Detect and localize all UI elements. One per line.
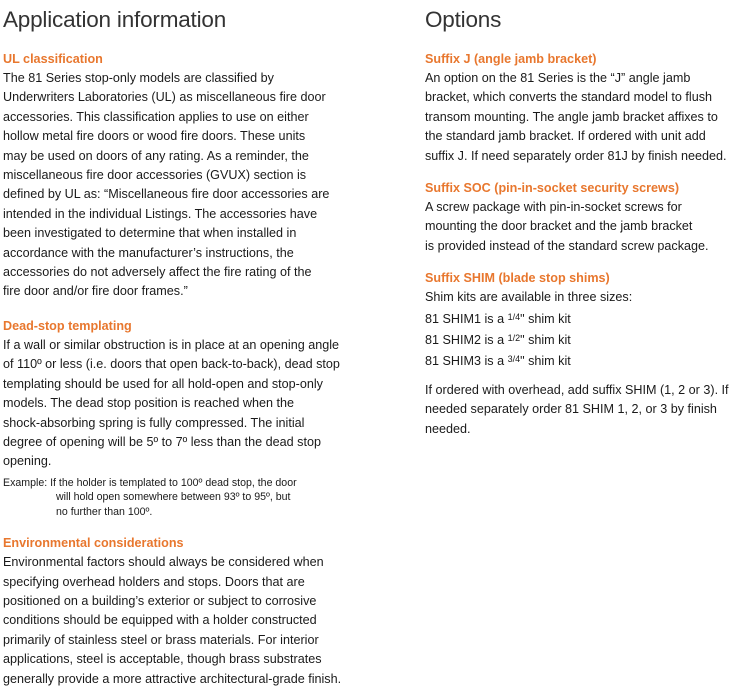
kit-prefix: 81 SHIM2 is a: [425, 333, 508, 348]
text-line: shock-absorbing spring is fully compressed. The initial: [3, 415, 305, 430]
ul-classification-heading: UL classification: [3, 52, 103, 66]
text-line: accessories. This classification applies to use on either: [3, 109, 309, 124]
text-line: needed.: [425, 421, 471, 436]
text-line: A screw package with pin-in-socket screws for: [425, 200, 682, 215]
text-line: transom mounting. The angle jamb bracket affixes to: [425, 109, 718, 124]
text-line: positioned on a building’s exterior or subject to corrosive: [3, 594, 317, 609]
text-line: conditions should be equipped with a holder constructed: [3, 613, 317, 628]
dead-stop-section: [3, 317, 367, 519]
kit-prefix: 81 SHIM1 is a: [425, 311, 508, 326]
kit-fraction: 1/4: [507, 311, 521, 322]
suffix-soc-section: [425, 179, 741, 256]
kit-fraction: 1/2: [507, 333, 521, 344]
text-line: degree of opening will be 5º to 7º less than the dead stop: [3, 434, 321, 449]
text-line: accordance with the manufacturer’s instructions, the: [3, 245, 294, 260]
suffix-soc-text: [425, 198, 741, 256]
text-line: mounting the door bracket and the jamb bracket: [425, 219, 693, 234]
application-information-title: Application information: [3, 7, 227, 32]
text-line: opening.: [3, 454, 52, 469]
suffix-shim-heading: Suffix SHIM (blade stop shims): [425, 271, 610, 286]
suffix-soc-heading: Suffix SOC (pin-in-socket security screws): [425, 181, 680, 196]
kit-suffix: " shim kit: [520, 333, 571, 348]
suffix-j-heading: Suffix J (angle jamb bracket): [425, 52, 597, 66]
text-line: accessories do not adversely affect the fire rating of the: [3, 265, 312, 280]
text-line: the standard jamb bracket. If ordered with unit add: [425, 129, 706, 144]
text-line: models. The dead stop position is reached when the: [3, 396, 295, 411]
text-line: needed separately order 81 SHIM 1, 2, or 3 by finish: [425, 402, 717, 417]
environmental-section: [3, 534, 367, 689]
kit-fraction: 3/4: [507, 354, 521, 365]
suffix-j-text: [425, 69, 741, 166]
text-line: intended in the individual Listings. The accessories have: [3, 206, 318, 221]
text-line: miscellaneous fire door accessories (GVUX) section is: [3, 168, 307, 183]
example-line: Example: If the holder is templated to 100º dead stop, the door: [3, 476, 297, 489]
suffix-shim-note: [425, 381, 741, 439]
dead-stop-heading: Dead-stop templating: [3, 318, 132, 333]
text-line: defined by UL as: “Miscellaneous fire door accessories are: [3, 187, 330, 202]
text-line: fire door and/or fire door frames.”: [3, 284, 188, 299]
text-line: is provided instead of the standard screw package.: [425, 238, 709, 253]
text-line: may be used on doors of any rating. As a reminder, the: [3, 148, 309, 163]
options-title: Options: [425, 7, 502, 32]
dead-stop-example: [3, 476, 367, 520]
ul-classification-text: [3, 69, 367, 302]
example-line: no further than 100º.: [56, 505, 153, 518]
text-line: specifying overhead holders and stops. Doors that are: [3, 574, 305, 589]
text-line: bracket, which converts the standard model to flush: [425, 90, 713, 105]
ul-classification-section: [3, 50, 367, 302]
text-line: If ordered with overhead, add suffix SHIM (1, 2 or 3). If: [425, 382, 729, 397]
suffix-j-section: [425, 50, 741, 166]
text-line: of 110º or less (i.e. doors that open back-to-back), dead stop: [3, 357, 340, 372]
kit-suffix: " shim kit: [520, 311, 571, 326]
example-line: will hold open somewhere between 93º to 95º, but: [56, 491, 291, 504]
text-line: applications, steel is acceptable, though brass substrates: [3, 652, 322, 667]
shim-kit-1: [425, 308, 741, 329]
dead-stop-text: [3, 336, 367, 472]
text-line: primarily of stainless steel or brass materials. For interior: [3, 632, 319, 647]
text-line: templating should be used for all hold-open and stop-only: [3, 376, 323, 391]
text-line: hollow metal fire doors or wood fire doors. These units: [3, 129, 306, 144]
environmental-text: [3, 553, 367, 689]
kit-suffix: " shim kit: [520, 354, 571, 369]
text-line: The 81 Series stop-only models are classified by: [3, 71, 274, 85]
text-line: been investigated to determine that when installed in: [3, 226, 297, 241]
application-information-column: [3, 0, 367, 689]
kit-prefix: 81 SHIM3 is a: [425, 354, 508, 369]
suffix-shim-list: [425, 288, 741, 372]
shim-kit-2: [425, 329, 741, 350]
shim-kit-3: [425, 350, 741, 371]
shim-intro: Shim kits are available in three sizes:: [425, 290, 633, 305]
environmental-heading: Environmental considerations: [3, 536, 184, 551]
text-line: Environmental factors should always be considered when: [3, 555, 324, 570]
text-line: generally provide a more attractive architectural-grade finish.: [3, 671, 342, 686]
text-line: An option on the 81 Series is the “J” angle jamb: [425, 71, 691, 85]
suffix-shim-section: [425, 269, 741, 439]
text-line: If a wall or similar obstruction is in place at an opening angle: [3, 337, 340, 352]
text-line: Underwriters Laboratories (UL) as miscellaneous fire door: [3, 90, 326, 105]
text-line: suffix J. If need separately order 81J by finish needed.: [425, 148, 727, 163]
options-column: [425, 0, 741, 439]
